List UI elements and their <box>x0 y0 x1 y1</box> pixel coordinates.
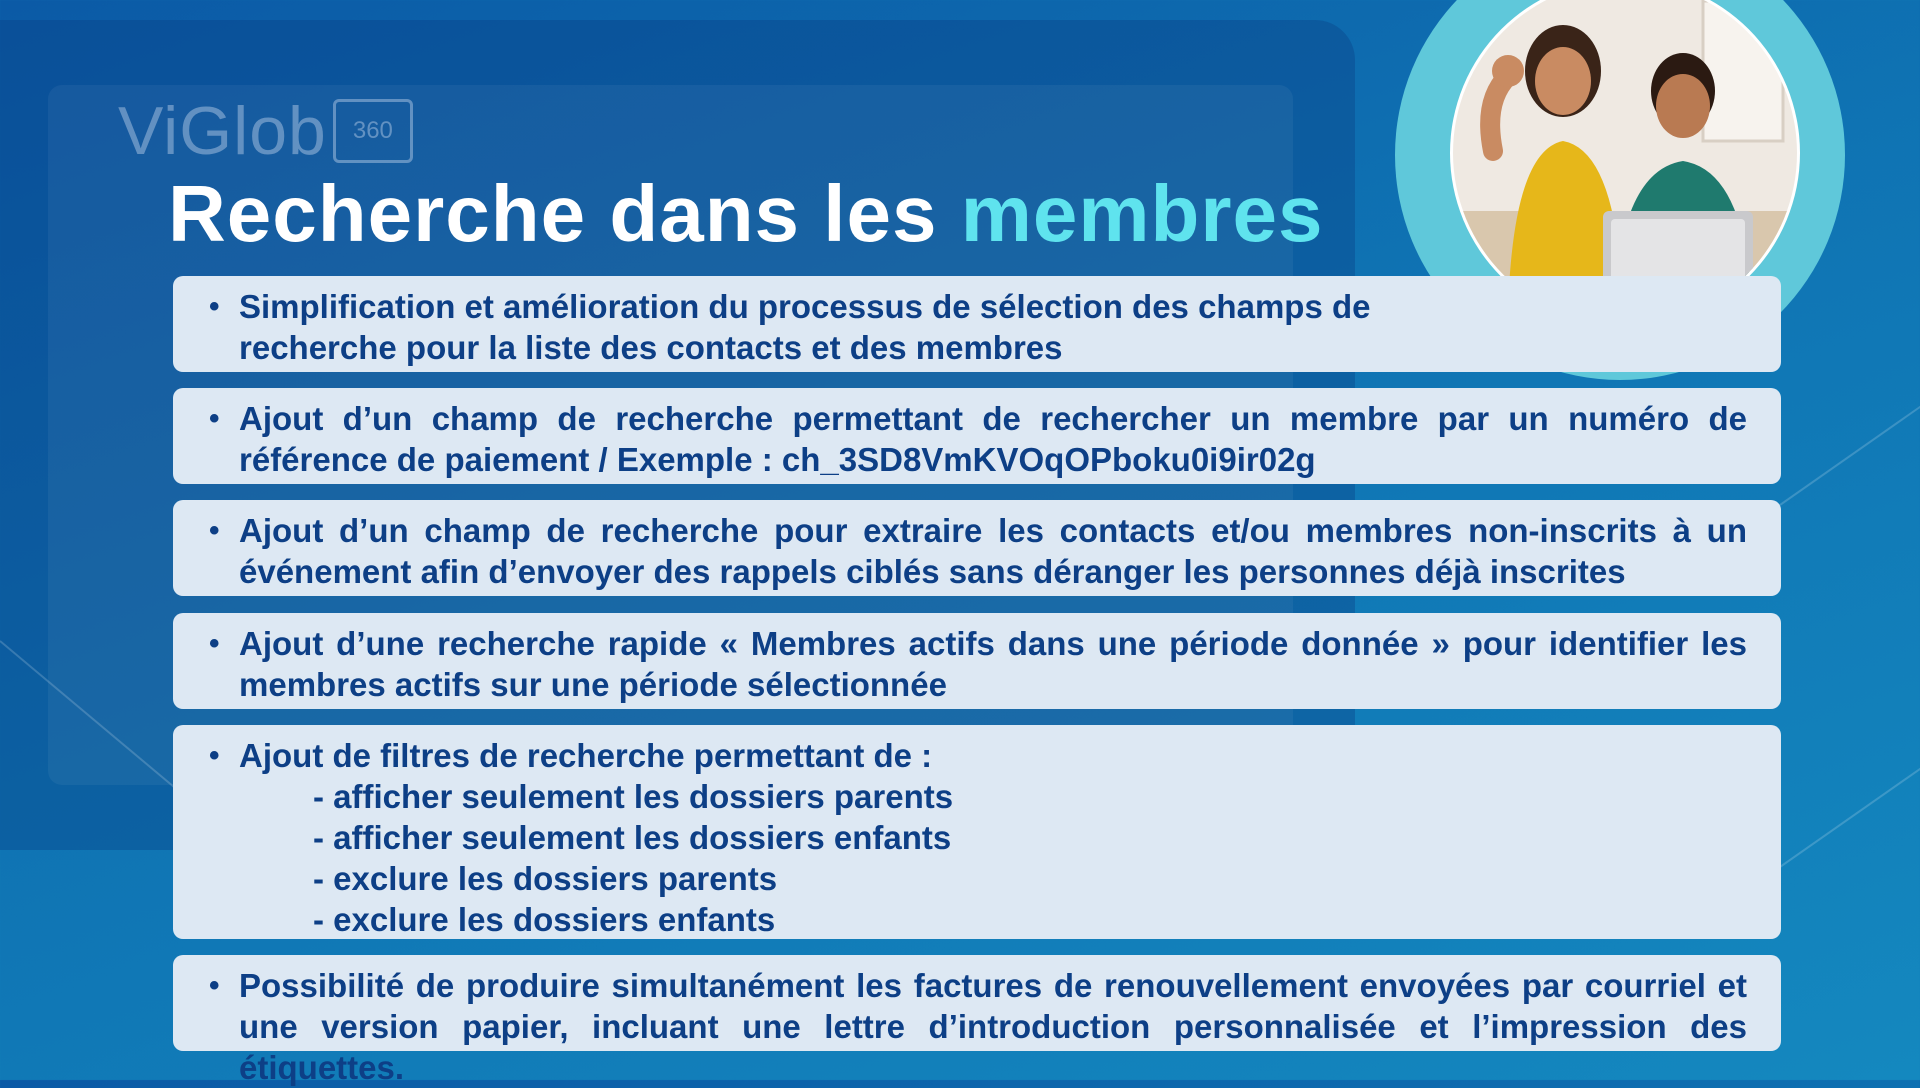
list-item-text: Ajout de filtres de recherche permettant de : <box>239 737 933 774</box>
title-main: Recherche dans les <box>168 169 938 258</box>
logo-badge <box>333 99 413 163</box>
bullet-icon: • <box>209 969 220 1002</box>
bullet-icon: • <box>209 514 220 547</box>
logo-badge-text: 360 <box>352 117 393 144</box>
page-title <box>168 168 1323 260</box>
bullet-icon: • <box>209 739 220 772</box>
list-item-text: Simplification et amélioration du processus de sélection des champs de recherche pour la liste des contacts et des membres <box>239 288 1371 366</box>
list-item <box>173 276 1781 372</box>
list-item <box>173 613 1781 709</box>
viglob-logo <box>118 92 413 170</box>
list-item <box>173 500 1781 596</box>
logo-wordmark: ViGlob <box>118 93 327 169</box>
bullet-icon: • <box>209 290 220 323</box>
sub-item: - afficher seulement les dossiers parents <box>313 778 954 815</box>
list-item-text: Ajout d’un champ de recherche permettant de rechercher un membre par un numéro de référence de paiement / Exemple : ch_3SD8VmKVOqOPboku0i9ir02g <box>239 400 1747 478</box>
list-item-text: Possibilité de produire simultanément les factures de renouvellement envoyées par courriel et une version papier, incluant une lettre d’introduction personnalisée et l’impression des étiquettes. <box>239 967 1747 1086</box>
list-item <box>173 388 1781 484</box>
list-item-text: Ajout d’un champ de recherche pour extraire les contacts et/ou membres non-inscrits à un événement afin d’envoyer des rappels ciblés sans déranger les personnes déjà inscrites <box>239 512 1747 590</box>
sub-item: - exclure les dossiers parents <box>313 860 778 897</box>
list-item <box>173 955 1781 1086</box>
list-item-text: Ajout d’une recherche rapide « Membres actifs dans une période donnée » pour identifier les membres actifs sur une période sélectionnée <box>239 625 1747 703</box>
sub-item: - afficher seulement les dossiers enfants <box>313 819 952 856</box>
list-item <box>173 725 1781 939</box>
title-accent: membres <box>960 169 1324 258</box>
background-line <box>1759 754 1920 882</box>
bullet-icon: • <box>209 627 220 660</box>
bullet-icon: • <box>209 402 220 435</box>
sub-item: - exclure les dossiers enfants <box>313 901 776 938</box>
